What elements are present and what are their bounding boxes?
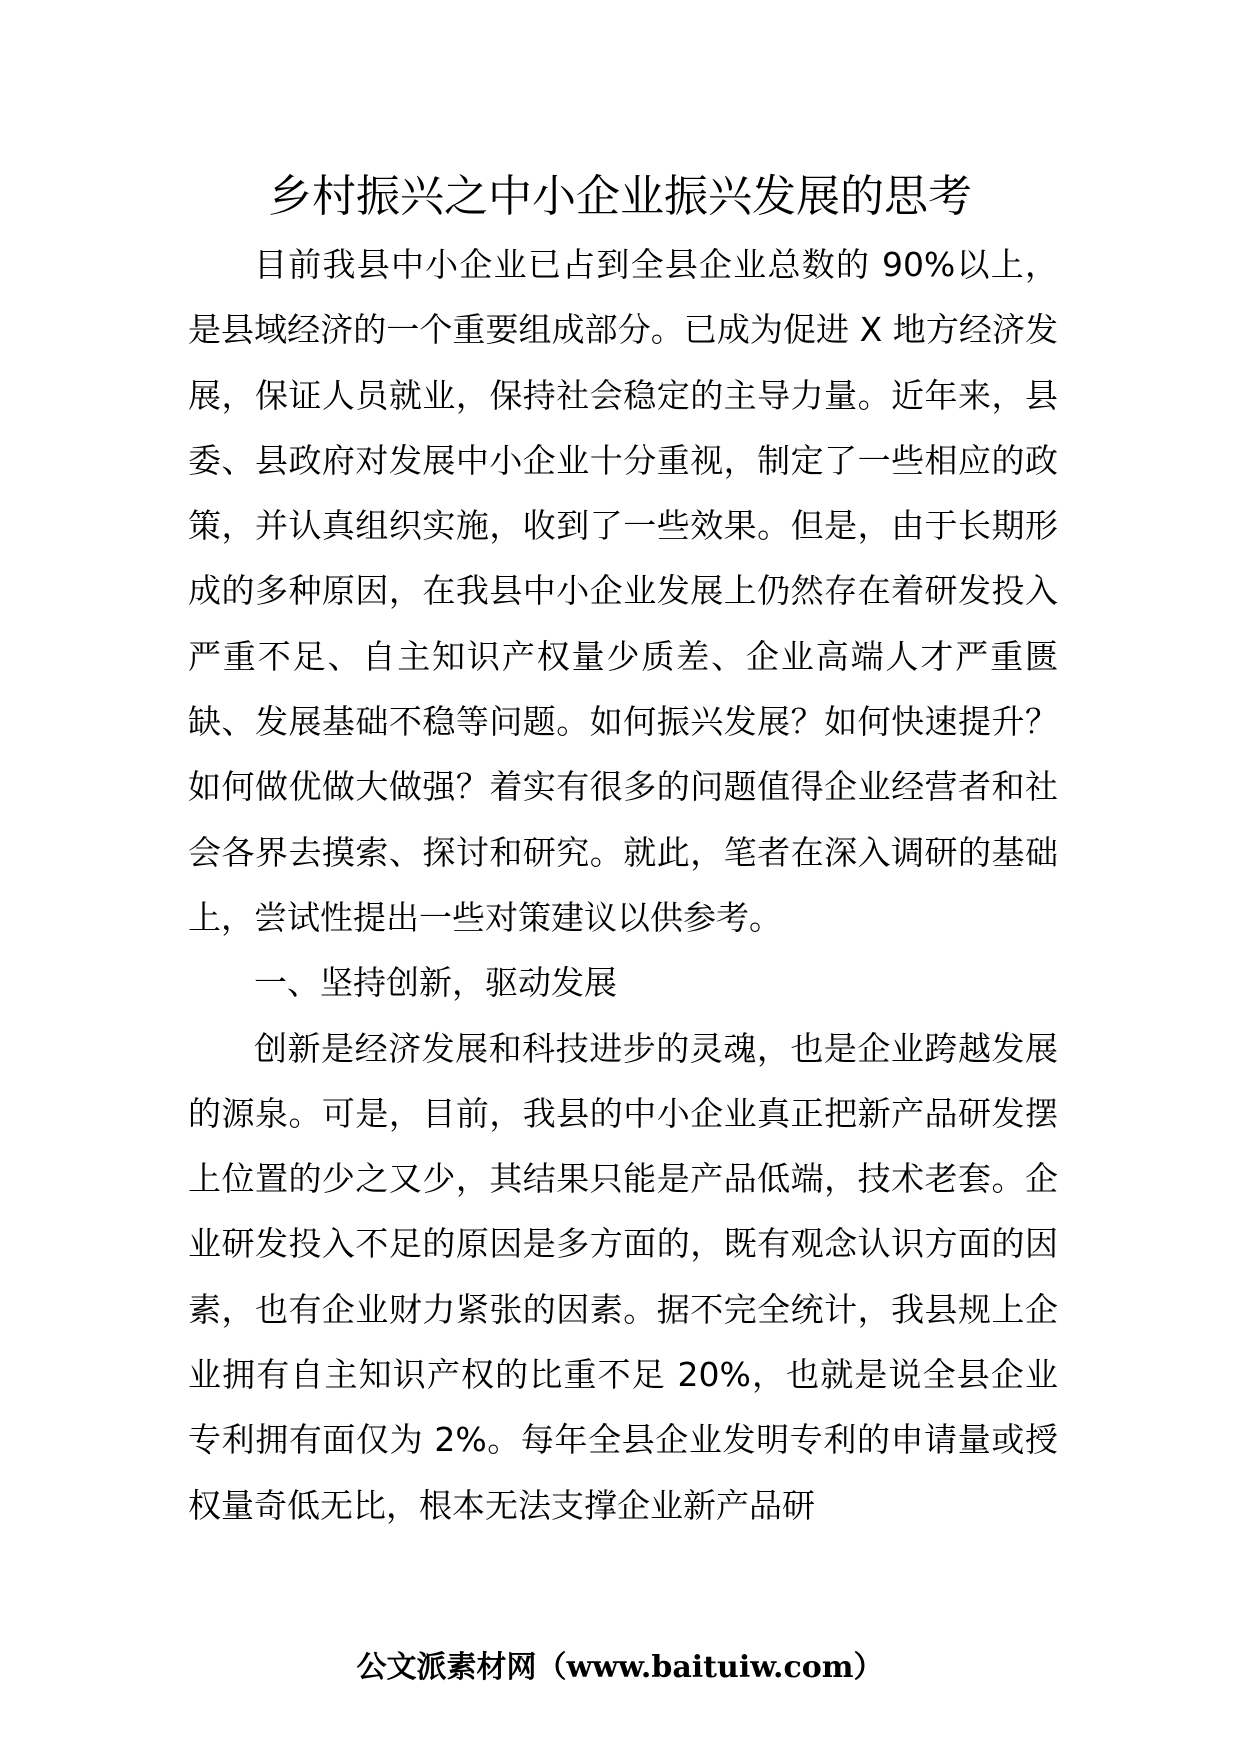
body-paragraph-intro: 目前我县中小企业已占到全县企业总数的 90%以上，是县域经济的一个重要组成部分。已成为促进 X 地方经济发展，保证人员就业，保持社会稳定的主导力量。近年来，县委、县政府对发展中小企业十分重视，制定了一些相应的政策，并认真组织实施，收到了一些效果。但是，由于长期形成的多种原因，在我县中小企业发展上仍然存在着研发投入严重不足、自主知识产权量少质差、企业高端人才严重匮缺、发展基础不稳等问题。如何振兴发展？如何快速提升？如何做优做大做强？着实有很多的问题值得企业经营者和社会各界去摸索、探讨和研究。就此，笔者在深入调研的基础上，尝试性提出一些对策建议以供参考。: [188, 245, 1058, 937]
document-body: [188, 232, 1058, 1538]
source-watermark: 公文派素材网（www.baituiw.com）: [356, 1650, 884, 1685]
body-paragraph-innovation: 创新是经济发展和科技进步的灵魂，也是企业跨越发展的源泉。可是，目前，我县的中小企业真正把新产品研发摆上位置的少之又少，其结果只能是产品低端，技术老套。企业研发投入不足的原因是多方面的，既有观念认识方面的因素，也有企业财力紧张的因素。据不完全统计，我县规上企业拥有自主知识产权的比重不足 20%，也就是说全县企业专利拥有面仅为 2%。每年全县企业发明专利的申请量或授权量奇低无比，根本无法支撑企业新产品研: [188, 1028, 1058, 1525]
section-heading-1: 一、坚持创新，驱动发展: [254, 963, 617, 1003]
document-title: 乡村振兴之中小企业振兴发展的思考: [268, 171, 972, 222]
